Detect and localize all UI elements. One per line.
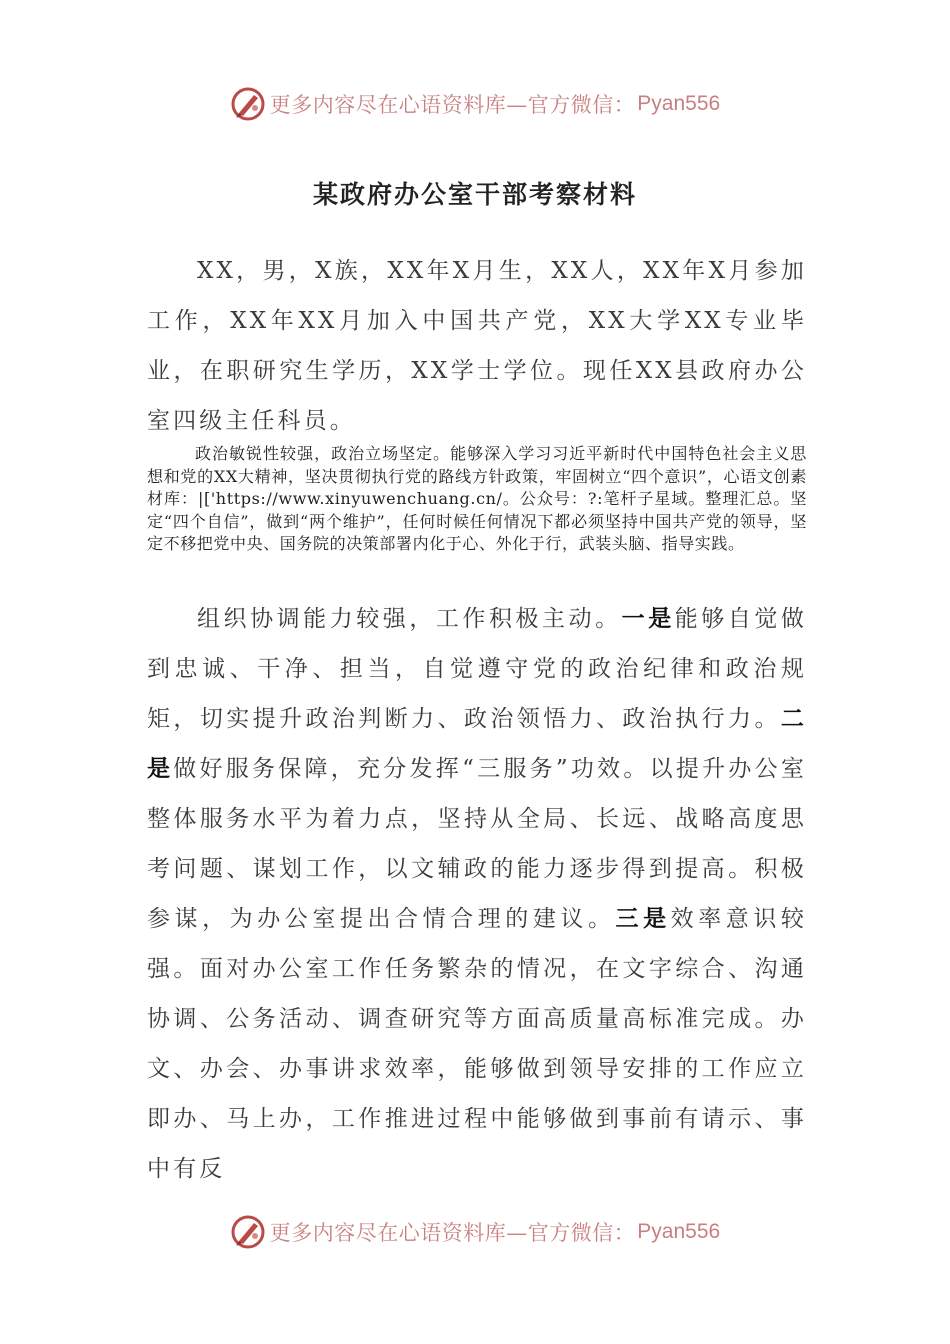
pen-logo-icon [230,86,266,122]
point-label-1: 一是 [621,605,675,632]
paragraph-coordination [147,594,807,1194]
point-text-2: 做好服务保障，充分发挥“三服务”功效。以提升办公室整体服务水平为着力点，坚持从全局、长远、战略高度思考问题、谋划工作，以文辅政的能力逐步得到提高。积极参谋，为办公室提出合情合理的建议。 [147,756,807,932]
banner-text: 更多内容尽在心语资料库—官方微信： [269,93,636,117]
banner-wechat-id: Pyan556 [637,92,721,115]
point-label-3: 三是 [615,905,671,932]
pen-logo-icon [230,1214,266,1250]
banner-text: 更多内容尽在心语资料库—官方微信： [269,1221,636,1245]
paragraph-basic-info: XX，男，X族，XX年X月生，XX人，XX年X月参加工作，XX年XX月加入中国共产党，XX大学XX专业毕业，在职研究生学历，XX学士学位。现任XX县政府办公室四级主任科员。 [147,258,807,434]
banner-wechat-id: Pyan556 [637,1220,721,1243]
point-text-3: 效率意识较强。面对办公室工作任务繁杂的情况，在文字综合、沟通协调、公务活动、调查研究等方面高质量高标准完成。办文、办会、办事讲求效率，能够做到领导安排的工作应立即办、马上办，工作推进过程中能够做到事前有请示、事中有反 [147,906,807,1182]
point-label-2: 二是 [147,705,807,782]
footer-banner [0,1212,950,1252]
header-banner [0,84,950,124]
point-text-1: 能够自觉做到忠诚、干净、担当，自觉遵守党的政治纪律和政治规矩，切实提升政治判断力、政治领悟力、政治执行力。 [147,606,808,732]
coordination-intro: 组织协调能力较强，工作积极主动。 [197,606,622,632]
paragraph-political: 政治敏锐性较强，政治立场坚定。能够深入学习习近平新时代中国特色社会主义思想和党的XX大精神，坚决贯彻执行党的路线方针政策，牢固树立“四个意识”，心语文创素材库：|['https://www.xinyuwenchuang.cn/。公众号：?:笔杆子星域。整理汇总。坚定“四个自信”，做到“两个维护”，任何时候任何情况下都必须坚持中国共产党的领导，坚定不移把党中央、国务院的决策部署内化于心、外化于行，武装头脑、指导实践。 [147,444,807,553]
document-title: 某政府办公室干部考察材料 [312,180,637,209]
